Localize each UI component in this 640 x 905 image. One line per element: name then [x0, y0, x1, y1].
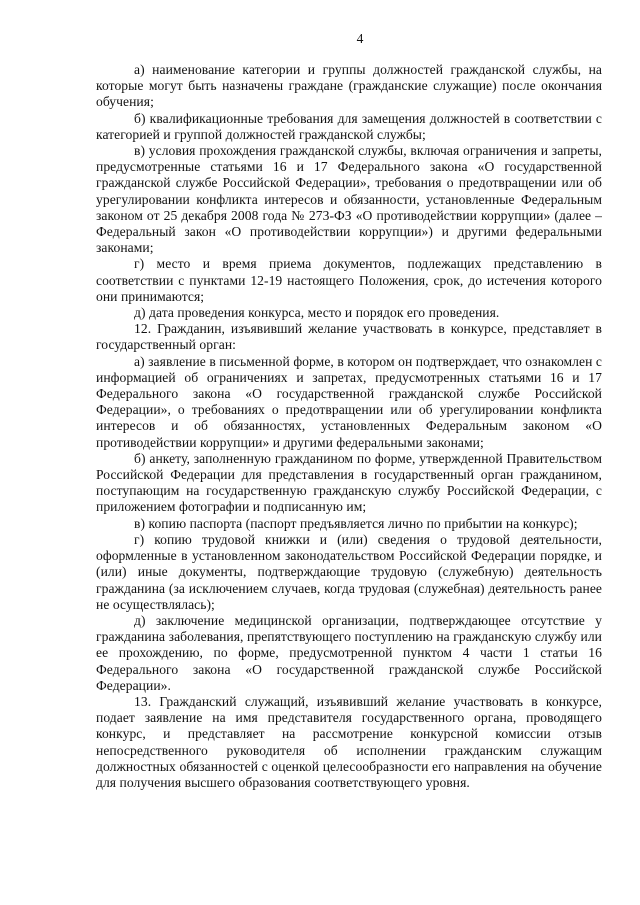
- page-number: 4: [356, 31, 364, 46]
- paragraph-12a-application: а) заявление в письменной форме, в котором он подтверждает, что ознакомлен с информацией об ограничениях и запретах, предусмотренных статьями 16 и 17 Федерального закона «О государственной гражданской службе Российской Федерации», о требованиях о предотвращении или об урегулировании конфликта интересов и об обязанностях, установленных Федеральным законом «О противодействии коррупции» и другими федеральными законами;: [96, 353, 602, 450]
- paragraph-12-citizen-submission: 12. Гражданин, изъявивший желание участвовать в конкурсе, представляет в государственный орган:: [96, 321, 602, 353]
- paragraph-v-service-conditions: в) условия прохождения гражданской службы, включая ограничения и запреты, предусмотренные статьями 16 и 17 Федерального закона «О государственной гражданской службе Российской Федерации», требования о предотвращении или об урегулировании конфликта интересов и обязанности, установленные Федеральным законом от 25 декабря 2008 года № 273-ФЗ «О противодействии коррупции» (далее – Федеральный закон «О противодействии коррупции») и другими федеральными законами;: [96, 143, 602, 256]
- paragraph-b-qualification-requirements: б) квалификационные требования для замещения должностей в соответствии с категорией и группой должностей гражданской службы;: [96, 110, 602, 142]
- paragraph-g-document-acceptance: г) место и время приема документов, подлежащих представлению в соответствии с пунктами 12-19 настоящего Положения, срок, до истечения которого они принимаются;: [96, 256, 602, 304]
- document-body: [96, 62, 602, 791]
- paragraph-a-category-name: а) наименование категории и группы должностей гражданской службы, на которые могут быть назначены граждане (гражданские служащие) после окончания обучения;: [96, 62, 602, 110]
- paragraph-12b-questionnaire: б) анкету, заполненную гражданином по форме, утвержденной Правительством Российской Федерации для представления в государственный орган гражданином, поступающим на государственную гражданскую службу Российской Федерации, с приложением фотографии и подписанную им;: [96, 450, 602, 515]
- paragraph-12g-employment-record: г) копию трудовой книжки и (или) сведения о трудовой деятельности, оформленные в установленном законодательством Российской Федерации порядке, и (или) иные документы, подтверждающие трудовую (служебную) деятельность гражданина (за исключением случаев, когда трудовая (служебная) деятельность ранее не осуществлялась);: [96, 531, 602, 612]
- paragraph-d-contest-date: д) дата проведения конкурса, место и порядок его проведения.: [134, 305, 500, 321]
- paragraph-12v-passport-copy: в) копию паспорта (паспорт предъявляется лично по прибытии на конкурс);: [134, 515, 578, 531]
- paragraph-13-civil-servant-submission: 13. Гражданский служащий, изъявивший желание участвовать в конкурсе, подает заявление на имя представителя государственного органа, проводящего конкурс, и представляет на рассмотрение конкурсной комиссии отзыв непосредственного руководителя об исполнении гражданским служащим должностных обязанностей с оценкой целесообразности его направления на обучение для получения высшего образования соответствующего уровня.: [96, 693, 602, 790]
- paragraph-12d-medical-conclusion: д) заключение медицинской организации, подтверждающее отсутствие у гражданина заболевания, препятствующего поступлению на гражданскую службу или ее прохождению, по форме, предусмотренной пунктом 4 части 1 статьи 16 Федерального закона «О государственной гражданской службе Российской Федерации».: [96, 612, 602, 693]
